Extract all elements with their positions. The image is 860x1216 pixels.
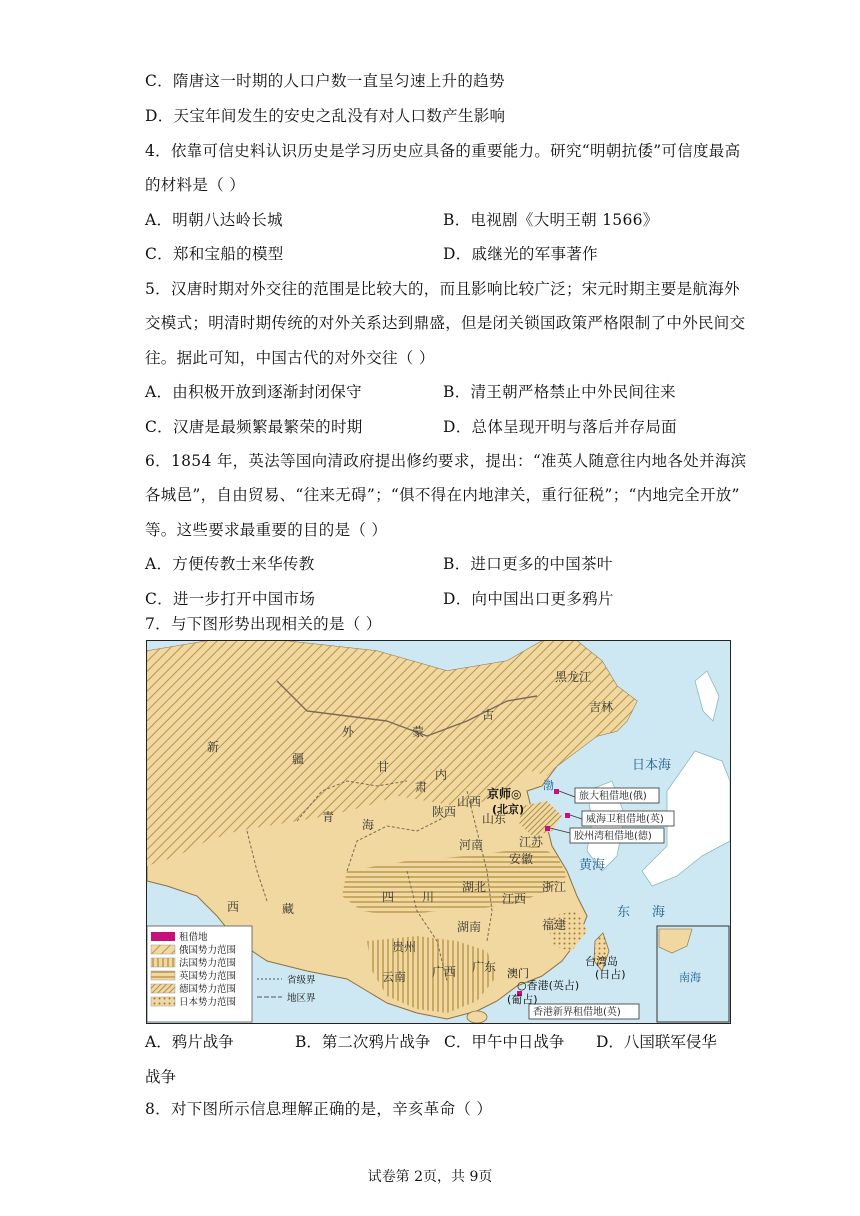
- q7-option-b: B．第二次鸦片战争: [295, 1033, 431, 1051]
- question-6-stem-cont: 各城邑”，自由贸易、“往来无碍”；“俱不得在内地津关，重行征税”；“内地完全开放”: [145, 486, 740, 504]
- q5-option-d: D．总体呈现开明与落后并存局面: [443, 418, 677, 436]
- callout-weihaiwei: 威海卫租借地(英): [586, 814, 664, 825]
- q5-option-c: C．汉唐是最频繁最繁荣的时期: [145, 418, 363, 436]
- label-qinghai: 青: [322, 810, 335, 824]
- label-taiwan-note: (日占): [595, 968, 626, 981]
- label-gansu: 肃: [415, 780, 428, 794]
- q6-option-c: C．进一步打开中国市场: [145, 590, 316, 608]
- q7-option-a: A．鸦片战争: [145, 1033, 234, 1051]
- q5-option-b: B．清王朝严格禁止中外民间往来: [443, 383, 676, 401]
- label-shandong: 山东: [482, 812, 507, 826]
- label-henan: 河南: [459, 838, 484, 852]
- label-fujian: 福建: [542, 918, 567, 932]
- weihaiwei-lease: [565, 813, 570, 818]
- q4-option-a: A．明朝八达岭长城: [145, 211, 283, 229]
- question-4-stem-cont: 的材料是（ ）: [145, 176, 246, 194]
- jiaozhou-lease: [545, 826, 550, 831]
- label-xinjiang: 新: [207, 740, 220, 754]
- legend-swatch-lease: [151, 932, 175, 941]
- label-jilin: 吉林: [589, 700, 614, 714]
- legend-swatch-russia: [151, 945, 175, 954]
- question-6-stem-cont: 等。这些要求最重要的目的是（ ）: [145, 521, 388, 539]
- legend-label: 租借地: [179, 932, 208, 943]
- q4-option-c: C．郑和宝船的模型: [145, 245, 284, 263]
- legend-swatch-germany: [151, 984, 175, 993]
- legend-label: 俄国势力范围: [179, 945, 237, 956]
- label-qinghai: 海: [362, 818, 375, 832]
- spheres-of-influence-map: [146, 640, 731, 1024]
- label-waimeng: 外: [342, 725, 355, 739]
- label-hunan: 湖南: [457, 920, 482, 934]
- q5-option-a: A．由积极开放到逐渐封闭保守: [145, 383, 362, 401]
- label-taiwan: 台湾岛: [585, 955, 618, 968]
- question-5-stem-cont: 往。据此可知，中国古代的对外交往（ ）: [145, 349, 435, 367]
- label-beijing: (北京): [492, 803, 525, 816]
- label-waimeng: 古: [482, 708, 495, 722]
- label-hongkong: ○香港(英占): [517, 979, 580, 992]
- legend-swatch-britain: [151, 971, 175, 980]
- label-bohai: 渤: [543, 779, 554, 792]
- label-yunnan: 云南: [382, 970, 407, 984]
- label-guangxi: 广西: [432, 965, 457, 979]
- legend-label: 日本势力范围: [179, 997, 237, 1008]
- label-anhui: 安徽: [509, 852, 534, 866]
- legend-label: 英国势力范围: [179, 971, 237, 982]
- question-5-stem-cont: 交模式；明清时期传统的对外关系达到鼎盛，但是闭关锁国政策严格限制了中外民间交: [145, 314, 746, 332]
- label-yellow-sea: 黄海: [579, 858, 606, 873]
- question-8-stem: 8．对下图所示信息理解正确的是，辛亥革命（ ）: [145, 1100, 493, 1118]
- question-5-stem: 5．汉唐时期对外交往的范围是比较大的，而且影响比较广泛；宋元时期主要是航海外: [145, 280, 740, 298]
- label-macau-note: (葡占): [507, 993, 538, 1006]
- label-waimeng: 蒙: [412, 725, 425, 739]
- q7-option-d-cont: 战争: [145, 1068, 177, 1086]
- callout-lushun: 旅大租借地(俄): [579, 791, 647, 802]
- label-jiangxi: 江西: [502, 892, 527, 906]
- q6-option-a: A．方便传教士来华传教: [145, 555, 315, 573]
- label-east-sea: 东: [617, 905, 631, 920]
- label-south-sea: 南海: [679, 971, 701, 984]
- label-heilongjiang: 黑龙江: [555, 670, 592, 684]
- label-neimeng: 内: [435, 768, 448, 782]
- legend-label: 德国势力范围: [179, 984, 237, 995]
- label-guangdong: 广东: [472, 960, 497, 974]
- option-d-line: D．天宝年间发生的安史之乱没有对人口数产生影响: [145, 107, 506, 125]
- label-sichuan: 四: [382, 890, 395, 904]
- callout-newterritories: 香港新界租借地(英): [533, 1007, 621, 1018]
- page-footer: 试卷第 2页，共 9页: [367, 1169, 493, 1185]
- q7-option-d: D．八国联军侵华: [596, 1033, 717, 1051]
- label-zhejiang: 浙江: [542, 880, 567, 894]
- question-4-stem: 4．依靠可信史料认识历史是学习历史应具备的重要能力。研究“明朝抗倭”可信度最高: [145, 142, 741, 160]
- option-c-line: C．隋唐这一时期的人口户数一直呈匀速上升的趋势: [145, 72, 505, 90]
- q7-option-c: C．甲午中日战争: [444, 1033, 565, 1051]
- label-macau: 澳门: [507, 967, 529, 980]
- south-sea-inset: [657, 926, 729, 1022]
- label-jiangsu: 江苏: [519, 835, 544, 849]
- label-japan-sea: 日本海: [632, 758, 672, 773]
- label-capital: 京师◎: [487, 787, 522, 801]
- lushun-lease: [554, 789, 559, 794]
- q6-option-b: B．进口更多的中国茶叶: [443, 555, 613, 573]
- label-shanxi: 山西: [457, 795, 482, 809]
- label-east-sea: 海: [652, 905, 666, 920]
- callout-jiaozhou: 胶州湾租借地(德): [574, 831, 652, 842]
- hainan-shape: [467, 1011, 487, 1023]
- legend-label: 法国势力范围: [179, 958, 237, 969]
- label-shaanxi: 陕西: [432, 805, 457, 819]
- q4-option-d: D．戚继光的军事著作: [443, 245, 598, 263]
- label-xizang: 藏: [282, 902, 295, 916]
- label-guizhou: 贵州: [392, 940, 417, 954]
- legend-swatch-japan: [151, 997, 175, 1006]
- q6-option-d: D．向中国出口更多鸦片: [443, 590, 614, 608]
- label-sichuan: 川: [422, 890, 435, 904]
- label-hubei: 湖北: [462, 880, 487, 894]
- question-7-stem: 7．与下图形势出现相关的是（ ）: [145, 615, 382, 633]
- legend-label: 省级界: [287, 975, 316, 986]
- legend-label: 地区界: [287, 993, 316, 1004]
- label-xizang: 西: [227, 900, 240, 914]
- question-6-stem: 6．1854 年，英法等国向清政府提出修约要求，提出：“准英人随意往内地各处并海滨: [145, 452, 747, 470]
- label-xinjiang: 疆: [292, 752, 305, 766]
- legend-swatch-france: [151, 958, 175, 967]
- q4-option-b: B．电视剧《大明王朝 1566》: [443, 211, 659, 229]
- label-gansu: 甘: [377, 760, 390, 774]
